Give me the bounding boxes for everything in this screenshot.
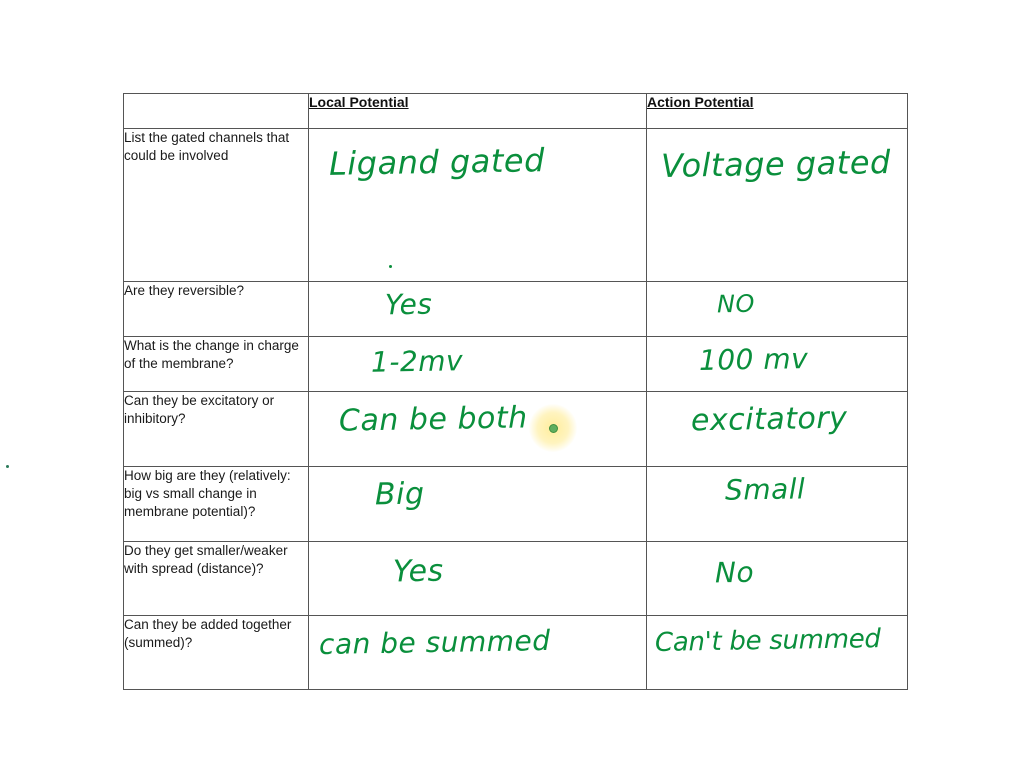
local-answer-cell (309, 337, 647, 392)
header-blank-cell (124, 94, 309, 129)
handwritten-answer: Small (724, 472, 806, 507)
table-row (124, 542, 908, 616)
header-action-potential: Action Potential (647, 94, 908, 129)
local-answer-cell (309, 282, 647, 337)
handwritten-answer: Big (374, 476, 425, 513)
handwritten-answer: excitatory (690, 400, 848, 439)
ink-dot (389, 265, 392, 268)
question-cell: Can they be excitatory or inhibitory? (124, 392, 309, 467)
local-answer-cell (309, 467, 647, 542)
handwritten-answer: Voltage gated (660, 142, 892, 186)
action-answer-cell (647, 542, 908, 616)
action-answer-cell (647, 467, 908, 542)
question-cell: What is the change in charge of the membrane? (124, 337, 309, 392)
pointer-cursor-icon (549, 424, 558, 433)
handwritten-answer: Ligand gated (328, 141, 546, 183)
action-answer-cell (647, 337, 908, 392)
table-row (124, 282, 908, 337)
action-answer-cell (647, 392, 908, 467)
handwritten-answer: Can be both (338, 400, 528, 439)
handwritten-answer: Can't be summed (654, 624, 881, 658)
handwritten-answer: 100 mv (698, 342, 809, 377)
local-answer-cell (309, 616, 647, 690)
action-answer-cell (647, 129, 908, 282)
question-cell: Do they get smaller/weaker with spread (distance)? (124, 542, 309, 616)
local-answer-cell (309, 392, 647, 467)
local-answer-cell (309, 542, 647, 616)
header-row (124, 94, 908, 129)
question-cell: List the gated channels that could be involved (124, 129, 309, 282)
table-row (124, 337, 908, 392)
handwritten-answer: can be summed (318, 623, 551, 662)
comparison-table (123, 93, 908, 690)
stray-ink-dot (6, 465, 9, 468)
handwritten-answer: NO (716, 289, 756, 319)
question-cell: Can they be added together (summed)? (124, 616, 309, 690)
table-row (124, 129, 908, 282)
handwritten-answer: Yes (384, 287, 433, 322)
handwritten-answer: Yes (392, 553, 444, 590)
handwritten-answer: No (714, 555, 755, 590)
action-answer-cell (647, 282, 908, 337)
table-row (124, 467, 908, 542)
local-answer-cell (309, 129, 647, 282)
action-answer-cell (647, 616, 908, 690)
handwritten-answer: 1-2mv (370, 344, 464, 379)
table-row (124, 392, 908, 467)
question-cell: Are they reversible? (124, 282, 309, 337)
table-row (124, 616, 908, 690)
question-cell: How big are they (relatively: big vs small change in membrane potential)? (124, 467, 309, 542)
header-local-potential: Local Potential (309, 94, 647, 129)
